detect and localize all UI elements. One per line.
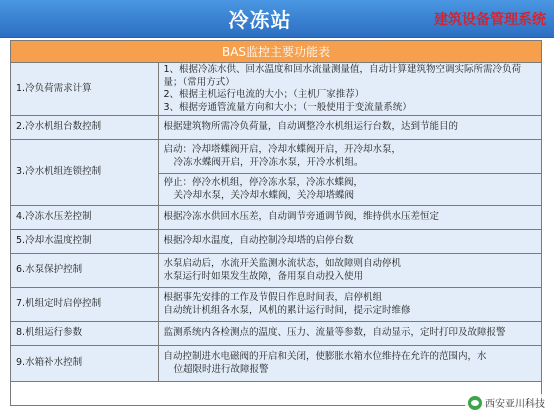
stop-sequence-cell [158, 174, 541, 206]
description-cell [158, 346, 541, 382]
description-cell [158, 254, 541, 288]
table-row [11, 116, 541, 140]
description-line: 2、根据主机运行电流的大小；（主机厂家推荐） [163, 89, 365, 100]
function-cell: 9.水箱补水控制 [11, 346, 158, 382]
function-cell: 8.机组运行参数 [11, 322, 158, 346]
function-cell: 3.冷水机组连锁控制 [11, 140, 158, 206]
watermark-text: 西安亚川科技 [485, 399, 545, 410]
wechat-icon [468, 396, 482, 410]
watermark [465, 394, 548, 411]
table-row [11, 254, 541, 288]
table-row [11, 206, 541, 230]
header-bar [0, 0, 554, 38]
table-row [11, 230, 541, 254]
function-cell: 2.冷水机组台数控制 [11, 116, 158, 140]
description-cell [158, 63, 541, 116]
description-line: 水泵运行时如果发生故障，备用泵自动投入使用 [163, 270, 364, 282]
description-cell: 监测系统内各检测点的温度、压力、流量等参数，自动显示，定时打印及故障报警 [158, 322, 541, 346]
description-cell [158, 288, 541, 322]
subject-title: 建筑设备管理系统 [434, 12, 546, 28]
function-cell: 4.冷冻水压差控制 [11, 206, 158, 230]
table-row [11, 346, 541, 382]
description-line: 自动控制进水电磁阀的开启和关闭，使膨胀水箱水位维持在允许的范围内，水 [163, 351, 487, 362]
description-cell: 根据建筑物所需冷负荷量，自动调整冷水机组运行台数，达到节能目的 [158, 116, 541, 140]
table-row [11, 322, 541, 346]
function-cell: 6.水泵保护控制 [11, 254, 158, 288]
description-line: 根据事先安排的工作及节假日作息时间表，启停机组 [163, 292, 383, 303]
stop-sequence-line: 停止：停冷水机组，停冷冻水泵，冷冻水蝶阀， [163, 177, 364, 188]
description-line: 位超限时进行故障报警 [173, 363, 269, 375]
function-table [10, 40, 542, 406]
table-row [11, 140, 541, 174]
start-sequence-line: 启动：冷却塔蝶阀开启，冷却水蝶阀开启，开冷却水泵， [163, 144, 402, 155]
description-cell: 根据冷冻水供回水压差，自动调节旁通调节阀，维持供水压差恒定 [158, 206, 541, 230]
function-cell: 5.冷却水温度控制 [11, 230, 158, 254]
description-line: 水泵启动后，水流开关监测水流状态，如故障则自动停机 [163, 258, 402, 269]
start-sequence-line: 冷冻水蝶阀开启，开冷冻水泵，开冷水机组。 [173, 156, 364, 168]
description-line: 自动统计机组各水泵，风机的累计运行时间，提示定时维修 [163, 304, 411, 316]
table-title: BAS监控主要功能表 [11, 41, 541, 63]
function-cell: 7.机组定时启停控制 [11, 288, 158, 322]
table-row [11, 63, 541, 116]
table-row [11, 288, 541, 322]
stop-sequence-line: 关冷却水泵，关冷却水蝶阀，关冷却塔蝶阀 [173, 189, 355, 201]
description-line: 1、根据冷冻水供、回水温度和回水流量测量值，自动计算建筑物空调实际所需冷负荷量；（常用方式） [163, 64, 522, 88]
description-line: 3、根据旁通管流量方向和大小；（一般使用于变流量系统） [163, 101, 412, 113]
start-sequence-cell [158, 140, 541, 174]
slide-title: 冷冻站 [228, 8, 292, 32]
function-cell: 1.冷负荷需求计算 [11, 63, 158, 116]
function-grid [11, 63, 541, 382]
description-cell: 根据冷却水温度，自动控制冷却塔的启停台数 [158, 230, 541, 254]
